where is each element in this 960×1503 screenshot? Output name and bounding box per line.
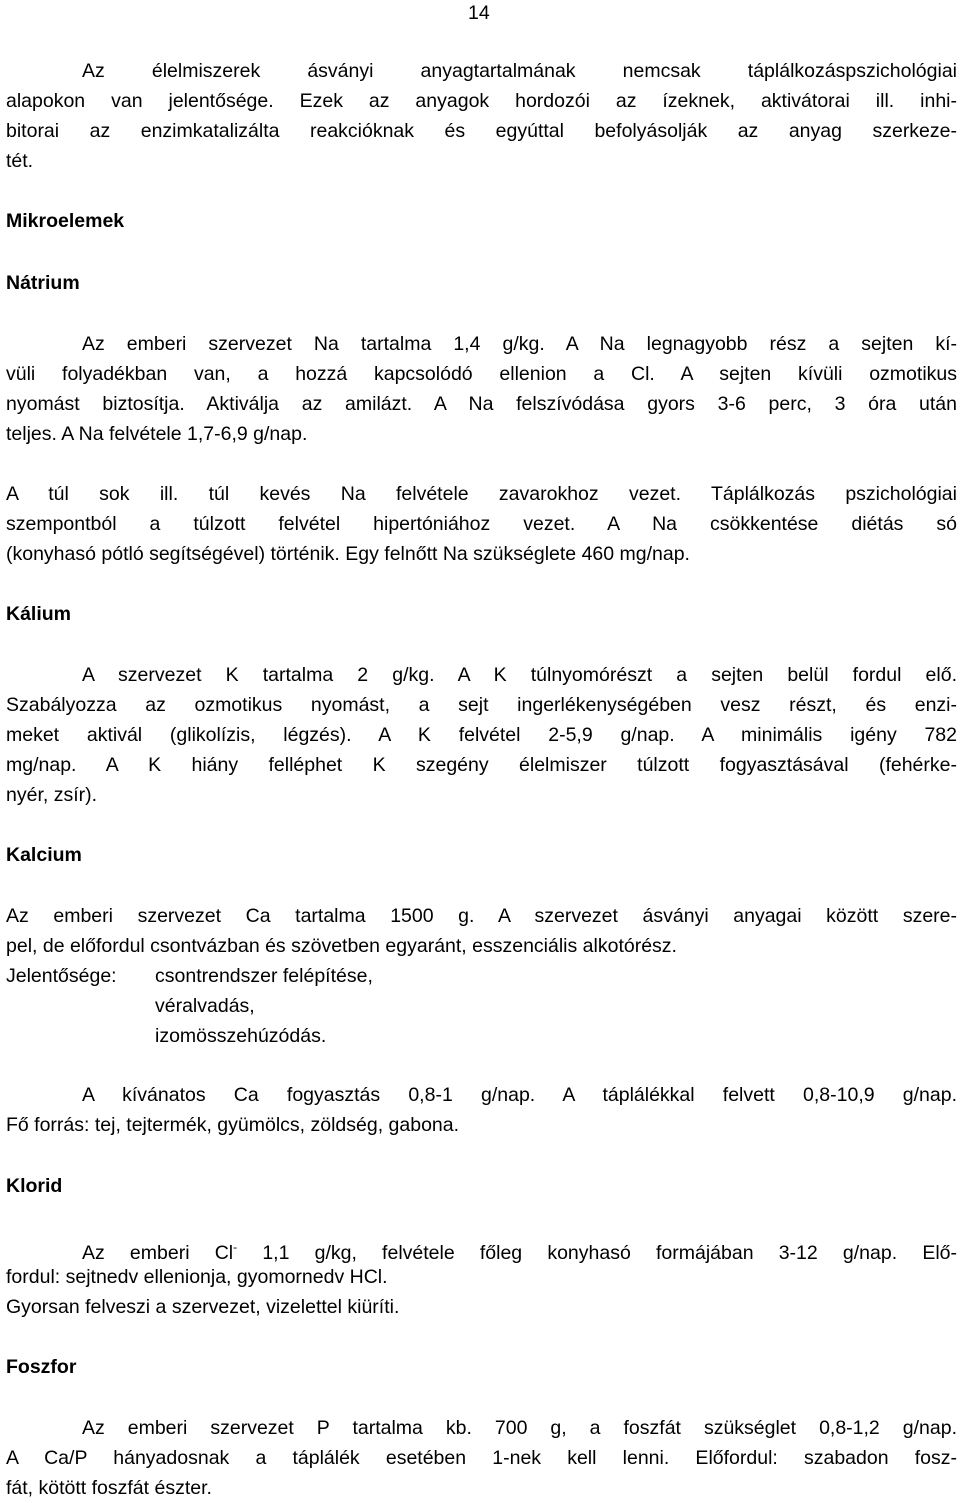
kalcium-paragraph-2	[6, 1080, 957, 1140]
text-fragment: 1,1 g/kg, felvétele főleg konyhasó formájában 3-12 g/nap. Elő-	[237, 1242, 957, 1264]
section-heading-mikroelemek: Mikroelemek	[6, 210, 125, 232]
text-line: Az emberi szervezet P tartalma kb. 700 g, a foszfát szükséglet 0,8-1,2 g/nap.	[82, 1417, 957, 1439]
text-line: meket aktivál (glikolízis, légzés). A K felvétel 2-5,9 g/nap. A minimális igény 782	[6, 724, 957, 746]
heading-klorid: Klorid	[6, 1175, 63, 1197]
importance-item: csontrendszer felépítése,	[155, 965, 373, 987]
text-line: tét.	[6, 150, 34, 172]
klorid-paragraph	[6, 1232, 957, 1322]
natrium-paragraph-2	[6, 479, 957, 569]
text-line: fordul: sejtnedv ellenionja, gyomornedv HCl.	[6, 1266, 388, 1288]
text-line: A Ca/P hányadosnak a táplálék esetében 1-nek kell lenni. Előfordul: szabadon fosz-	[6, 1447, 957, 1469]
text-line: Az emberi szervezet Ca tartalma 1500 g. A szervezet ásványi anyagai között szere-	[6, 905, 957, 927]
text-line: Az élelmiszerek ásványi anyagtartalmának nemcsak táplálkozáspszichológiai	[82, 60, 957, 82]
text-line	[6, 1232, 957, 1262]
text-line: A túl sok ill. túl kevés Na felvétele zavarokhoz vezet. Táplálkozás pszichológiai	[6, 483, 957, 505]
text-line: Fő forrás: tej, tejtermék, gyümölcs, zöldség, gabona.	[6, 1114, 460, 1136]
kalcium-paragraph-1	[6, 901, 957, 961]
text-line: Gyorsan felveszi a szervezet, vizelettel kiüríti.	[6, 1296, 400, 1318]
text-fragment: Az emberi Cl	[82, 1242, 234, 1264]
page-number: 14	[468, 2, 490, 24]
heading-foszfor: Foszfor	[6, 1356, 77, 1378]
text-line: vüli folyadékban van, a hozzá kapcsolódó ellenion a Cl. A sejten kívüli ozmotikus	[6, 363, 957, 385]
text-line: A szervezet K tartalma 2 g/kg. A K túlnyomórészt a sejten belül fordul elő.	[82, 664, 957, 686]
heading-natrium: Nátrium	[6, 272, 80, 294]
natrium-paragraph-1	[6, 329, 957, 449]
text-line: A kívánatos Ca fogyasztás 0,8-1 g/nap. A táplálékkal felvett 0,8-10,9 g/nap.	[82, 1084, 957, 1106]
importance-item: véralvadás,	[155, 995, 255, 1017]
text-line: pel, de előfordul csontvázban és szövetben egyaránt, esszenciális alkotórész.	[6, 935, 677, 957]
text-line: Szabályozza az ozmotikus nyomást, a sejt ingerlékenységében vesz részt, és enzi-	[6, 694, 957, 716]
text-line: (konyhasó pótló segítségével) történik. Egy felnőtt Na szükséglete 460 mg/nap.	[6, 543, 690, 565]
text-line: mg/nap. A K hiány felléphet K szegény élelmiszer túlzott fogyasztásával (fehérke-	[6, 754, 957, 776]
text-line: alapokon van jelentősége. Ezek az anyagok hordozói az ízeknek, aktivátorai ill. inhi-	[6, 90, 957, 112]
text-line: nyomást biztosítja. Aktiválja az amilázt. A Na felszívódása gyors 3-6 perc, 3 óra után	[6, 393, 957, 415]
text-line: teljes. A Na felvétele 1,7-6,9 g/nap.	[6, 423, 308, 445]
foszfor-paragraph	[6, 1413, 957, 1503]
superscript-minus: -	[233, 1240, 238, 1254]
text-line: nyér, zsír).	[6, 784, 98, 806]
kalium-paragraph	[6, 660, 957, 810]
intro-paragraph	[6, 56, 957, 176]
heading-kalcium: Kalcium	[6, 844, 82, 866]
text-line: Az emberi szervezet Na tartalma 1,4 g/kg. A Na legnagyobb rész a sejten kí-	[82, 333, 957, 355]
importance-item: izomösszehúzódás.	[155, 1025, 327, 1047]
importance-label: Jelentősége:	[6, 965, 117, 987]
text-line: bitorai az enzimkatalizálta reakcióknak és egyúttal befolyásolják az anyag szerkeze-	[6, 120, 957, 142]
text-line: szempontból a túlzott felvétel hipertóniához vezet. A Na csökkentése diétás só	[6, 513, 957, 535]
heading-kalium: Kálium	[6, 603, 72, 625]
text-line: fát, kötött foszfát észter.	[6, 1477, 212, 1499]
